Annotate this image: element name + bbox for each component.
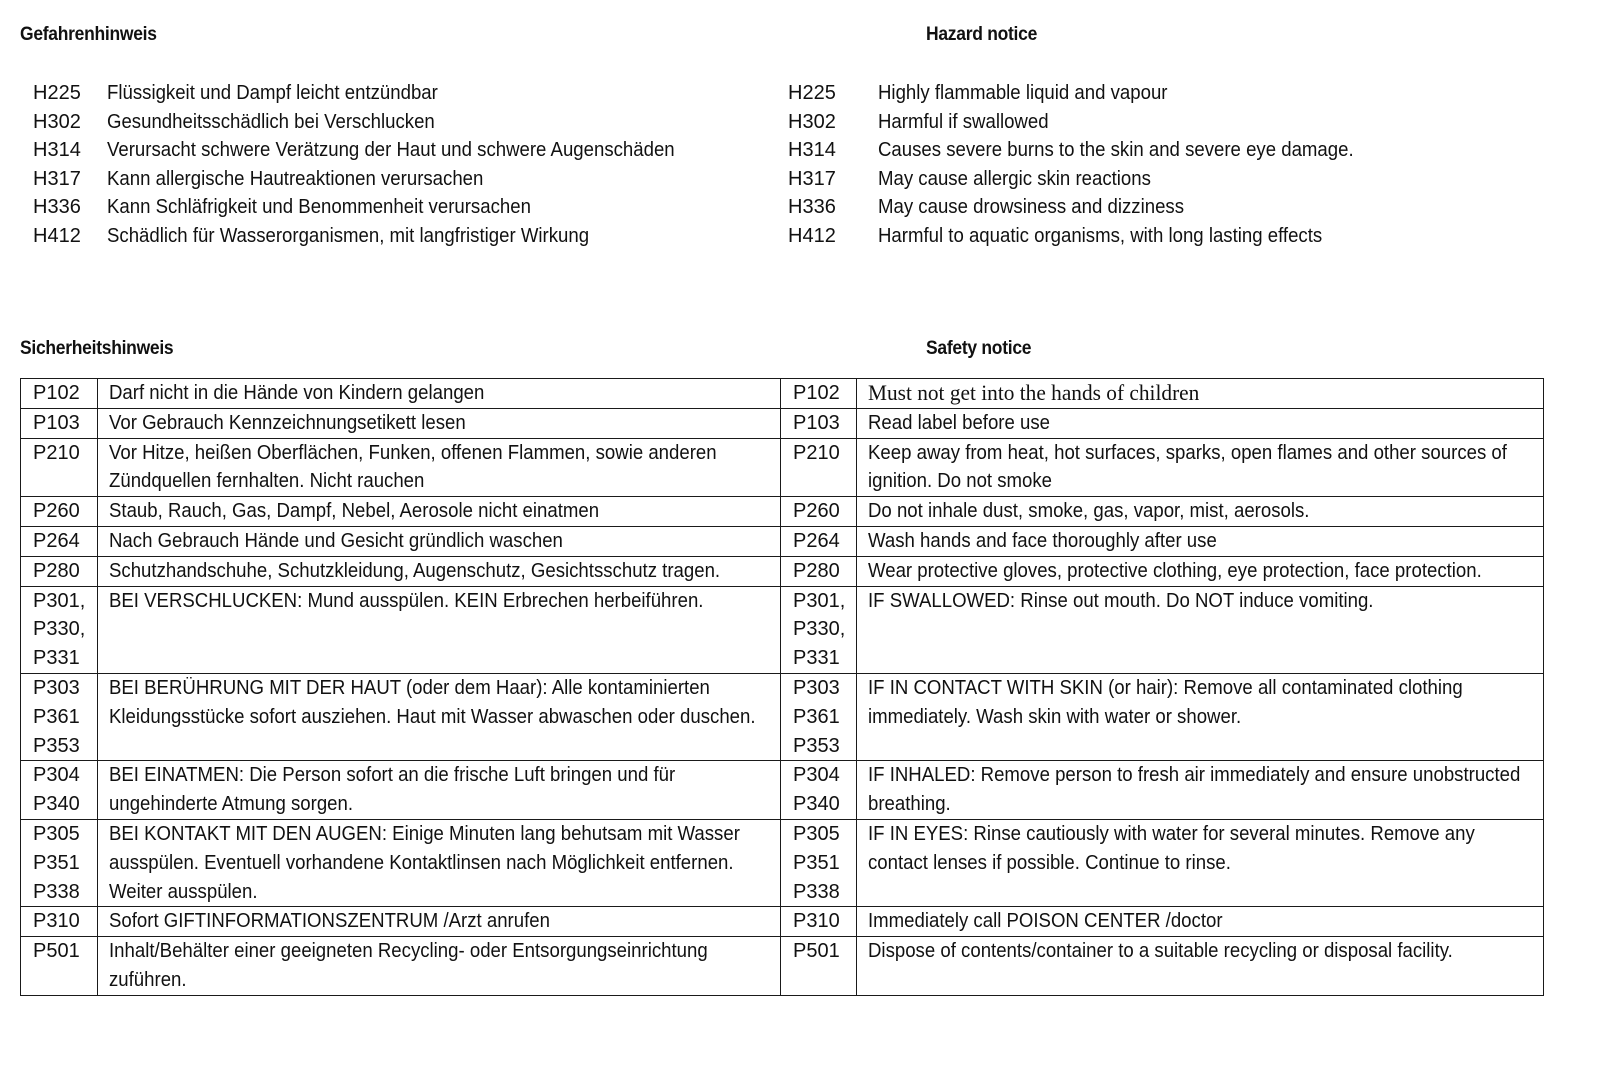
precaution-text-en — [857, 556, 1544, 586]
precaution-text: IF SWALLOWED: Rinse out mouth. Do NOT induce vomiting. — [868, 589, 1374, 612]
precaution-text: BEI VERSCHLUCKEN: Mund ausspülen. KEIN Erbrechen herbeiführen. — [109, 589, 704, 612]
precaution-code-cell — [781, 586, 857, 673]
precaution-text: Dispose of contents/container to a suitable recycling or disposal facility. — [868, 940, 1453, 963]
precaution-code: P280 — [793, 559, 840, 582]
precaution-code: P305 — [33, 822, 80, 845]
table-row — [21, 586, 1544, 673]
precaution-code: P338 — [793, 880, 840, 903]
hazard-code: H336 — [33, 196, 81, 219]
precaution-code: P351 — [33, 851, 80, 874]
precaution-code: P103 — [33, 411, 80, 434]
hazard-text-en: Harmful to aquatic organisms, with long lasting effects — [878, 224, 1323, 247]
precaution-code-cell — [21, 408, 98, 438]
precaution-code: P501 — [33, 940, 80, 963]
precaution-text: IF IN EYES: Rinse cautiously with water for several minutes. Remove any contact lenses if possible. Continue to rinse. — [868, 822, 1475, 874]
precaution-code: P301, — [793, 589, 846, 612]
precaution-code: P501 — [793, 940, 840, 963]
hazard-code: H314 — [788, 139, 836, 162]
precaution-text-de — [98, 379, 781, 409]
precaution-text: Darf nicht in die Hände von Kindern gelangen — [109, 382, 485, 404]
precaution-code: P351 — [793, 851, 840, 874]
precaution-text: Keep away from heat, hot surfaces, sparks, open flames and other sources of ignition. Do not smoke — [868, 441, 1507, 493]
precaution-code: P353 — [793, 734, 840, 757]
precaution-code-cell — [781, 556, 857, 586]
precaution-text-de — [98, 408, 781, 438]
precaution-text: IF IN CONTACT WITH SKIN (or hair): Remove all contaminated clothing immediately. Wash skin with water or shower. — [868, 676, 1463, 728]
precaution-code: P361 — [793, 705, 840, 728]
precaution-code: P301, — [33, 589, 86, 612]
precaution-code-cell — [21, 907, 98, 937]
precaution-code: P330, — [793, 618, 846, 641]
precaution-text: Do not inhale dust, smoke, gas, vapor, mist, aerosols. — [868, 500, 1310, 523]
table-row — [21, 819, 1544, 906]
precaution-text: Wash hands and face thoroughly after use — [868, 529, 1217, 552]
table-row — [21, 408, 1544, 438]
table-row — [21, 907, 1544, 937]
precaution-code-cell — [781, 673, 857, 760]
precaution-code-cell — [21, 761, 98, 820]
precaution-text-en — [857, 586, 1544, 673]
hazard-text-de: Kann allergische Hautreaktionen verursachen — [107, 167, 484, 190]
precaution-text-en — [857, 408, 1544, 438]
hazard-text-en: Highly flammable liquid and vapour — [878, 82, 1168, 104]
precaution-text: BEI KONTAKT MIT DEN AUGEN: Einige Minuten lang behutsam mit Wasser ausspülen. Eventuell vorhandene Kontaktlinsen nach Möglichkeit entfernen. Weiter ausspülen. — [109, 822, 740, 903]
hazard-code: H225 — [33, 82, 81, 104]
safety-heading-de: Sicherheitshinweis — [20, 338, 174, 359]
precaution-text-en — [857, 819, 1544, 906]
precaution-code: P361 — [33, 705, 80, 728]
precaution-code-cell — [21, 379, 98, 409]
table-row — [21, 497, 1544, 527]
precaution-code: P340 — [793, 793, 840, 816]
hazard-code: H225 — [788, 82, 836, 104]
precaution-code-cell — [781, 408, 857, 438]
precaution-text: BEI BERÜHRUNG MIT DER HAUT (oder dem Haar): Alle kontaminierten Kleidungsstücke sofort ausziehen. Haut mit Wasser abwaschen oder duschen. — [109, 676, 756, 728]
hazard-code: H336 — [788, 196, 836, 219]
precaution-code: P260 — [793, 500, 840, 523]
precaution-text-en — [857, 438, 1544, 497]
precaution-text-en — [857, 673, 1544, 760]
precaution-code-cell — [21, 526, 98, 556]
precaution-code-cell — [21, 819, 98, 906]
precaution-code: P303 — [33, 676, 80, 699]
precaution-text: IF INHALED: Remove person to fresh air immediately and ensure unobstructed breathing. — [868, 764, 1521, 816]
precaution-code: P280 — [33, 559, 80, 582]
hazard-text-de: Schädlich für Wasserorganismen, mit langfristiger Wirkung — [107, 224, 590, 247]
precaution-code-cell — [781, 526, 857, 556]
precaution-code: P102 — [33, 382, 80, 404]
hazard-code: H412 — [33, 224, 81, 247]
table-row — [21, 556, 1544, 586]
hazard-text-en: May cause allergic skin reactions — [878, 167, 1151, 190]
precaution-code: P260 — [33, 500, 80, 523]
precaution-code-cell — [781, 438, 857, 497]
hazard-text-de: Flüssigkeit und Dampf leicht entzündbar — [107, 82, 438, 104]
precaution-code-cell — [21, 937, 98, 996]
precaution-code: P353 — [33, 734, 80, 757]
precaution-code-cell — [781, 819, 857, 906]
hazard-text-en: May cause drowsiness and dizziness — [878, 196, 1185, 219]
safety-table — [20, 378, 1544, 996]
precaution-text: Vor Gebrauch Kennzeichnungsetikett lesen — [109, 411, 466, 434]
hazard-heading-en: Hazard notice — [926, 24, 1038, 45]
precaution-text: Vor Hitze, heißen Oberflächen, Funken, offenen Flammen, sowie anderen Zündquellen fernhalten. Nicht rauchen — [109, 441, 717, 493]
precaution-code: P305 — [793, 822, 840, 845]
hazard-code: H317 — [33, 167, 81, 190]
precaution-code: P310 — [33, 910, 80, 933]
precaution-text: Wear protective gloves, protective clothing, eye protection, face protection. — [868, 559, 1482, 582]
precaution-text: Immediately call POISON CENTER /doctor — [868, 910, 1223, 933]
precaution-text-de — [98, 438, 781, 497]
hazard-text-de: Gesundheitsschädlich bei Verschlucken — [107, 110, 435, 133]
precaution-text-en — [857, 379, 1544, 409]
hazard-code: H314 — [33, 139, 81, 162]
precaution-code: P338 — [33, 880, 80, 903]
hazard-text-de: Verursacht schwere Verätzung der Haut und schwere Augenschäden — [107, 139, 675, 162]
precaution-text-en — [857, 907, 1544, 937]
precaution-code: P340 — [33, 793, 80, 816]
precaution-text: Inhalt/Behälter einer geeigneten Recycling- oder Entsorgungseinrichtung zuführen. — [109, 940, 708, 991]
table-row — [21, 438, 1544, 497]
precaution-code-cell — [781, 937, 857, 996]
table-row — [21, 526, 1544, 556]
precaution-text: Must not get into the hands of children — [868, 380, 1200, 405]
hazard-code: H302 — [788, 110, 836, 133]
table-row — [21, 379, 1544, 409]
hazard-text-en: Harmful if swallowed — [878, 110, 1049, 133]
hazard-code: H317 — [788, 167, 836, 190]
precaution-text-de — [98, 907, 781, 937]
precaution-text: Staub, Rauch, Gas, Dampf, Nebel, Aerosole nicht einatmen — [109, 500, 600, 523]
precaution-code: P303 — [793, 676, 840, 699]
precaution-code: P210 — [793, 441, 840, 464]
precaution-text-de — [98, 819, 781, 906]
precaution-code: P331 — [793, 647, 840, 670]
precaution-text-de — [98, 526, 781, 556]
precaution-code-cell — [781, 907, 857, 937]
precaution-code: P331 — [33, 647, 80, 670]
precaution-code: P210 — [33, 441, 80, 464]
precaution-code-cell — [781, 497, 857, 527]
hazard-code: H302 — [33, 110, 81, 133]
hazard-text-de: Kann Schläfrigkeit und Benommenheit verursachen — [107, 196, 531, 219]
precaution-code: P310 — [793, 910, 840, 933]
precaution-text: Nach Gebrauch Hände und Gesicht gründlich waschen — [109, 529, 563, 552]
precaution-code: P102 — [793, 382, 840, 404]
precaution-code: P103 — [793, 411, 840, 434]
precaution-text-de — [98, 761, 781, 820]
precaution-code-cell — [781, 761, 857, 820]
precaution-text-de — [98, 497, 781, 527]
precaution-text: Sofort GIFTINFORMATIONSZENTRUM /Arzt anrufen — [109, 910, 550, 933]
table-row — [21, 937, 1544, 996]
precaution-code: P264 — [793, 529, 840, 552]
precaution-code-cell — [21, 438, 98, 497]
precaution-text-de — [98, 586, 781, 673]
precaution-text: BEI EINATMEN: Die Person sofort an die frische Luft bringen und für ungehinderte Atmung sorgen. — [109, 764, 676, 816]
precaution-code-cell — [21, 586, 98, 673]
precaution-text: Read label before use — [868, 411, 1051, 434]
precaution-code-cell — [781, 379, 857, 409]
hazard-text-en: Causes severe burns to the skin and severe eye damage. — [878, 139, 1354, 162]
precaution-code: P330, — [33, 618, 86, 641]
table-row — [21, 761, 1544, 820]
hazard-code: H412 — [788, 224, 836, 247]
precaution-text-en — [857, 526, 1544, 556]
precaution-code: P304 — [33, 764, 80, 787]
precaution-text-en — [857, 937, 1544, 996]
hazard-heading-de: Gefahrenhinweis — [20, 24, 157, 45]
safety-heading-en: Safety notice — [926, 338, 1032, 359]
precaution-text: Schutzhandschuhe, Schutzkleidung, Augenschutz, Gesichtsschutz tragen. — [109, 559, 721, 582]
precaution-code-cell — [21, 673, 98, 760]
precaution-code: P304 — [793, 764, 840, 787]
precaution-text-de — [98, 937, 781, 996]
precaution-text-en — [857, 497, 1544, 527]
precaution-text-en — [857, 761, 1544, 820]
precaution-code: P264 — [33, 529, 80, 552]
precaution-text-de — [98, 673, 781, 760]
precaution-code-cell — [21, 497, 98, 527]
table-row — [21, 673, 1544, 760]
precaution-text-de — [98, 556, 781, 586]
precaution-code-cell — [21, 556, 98, 586]
